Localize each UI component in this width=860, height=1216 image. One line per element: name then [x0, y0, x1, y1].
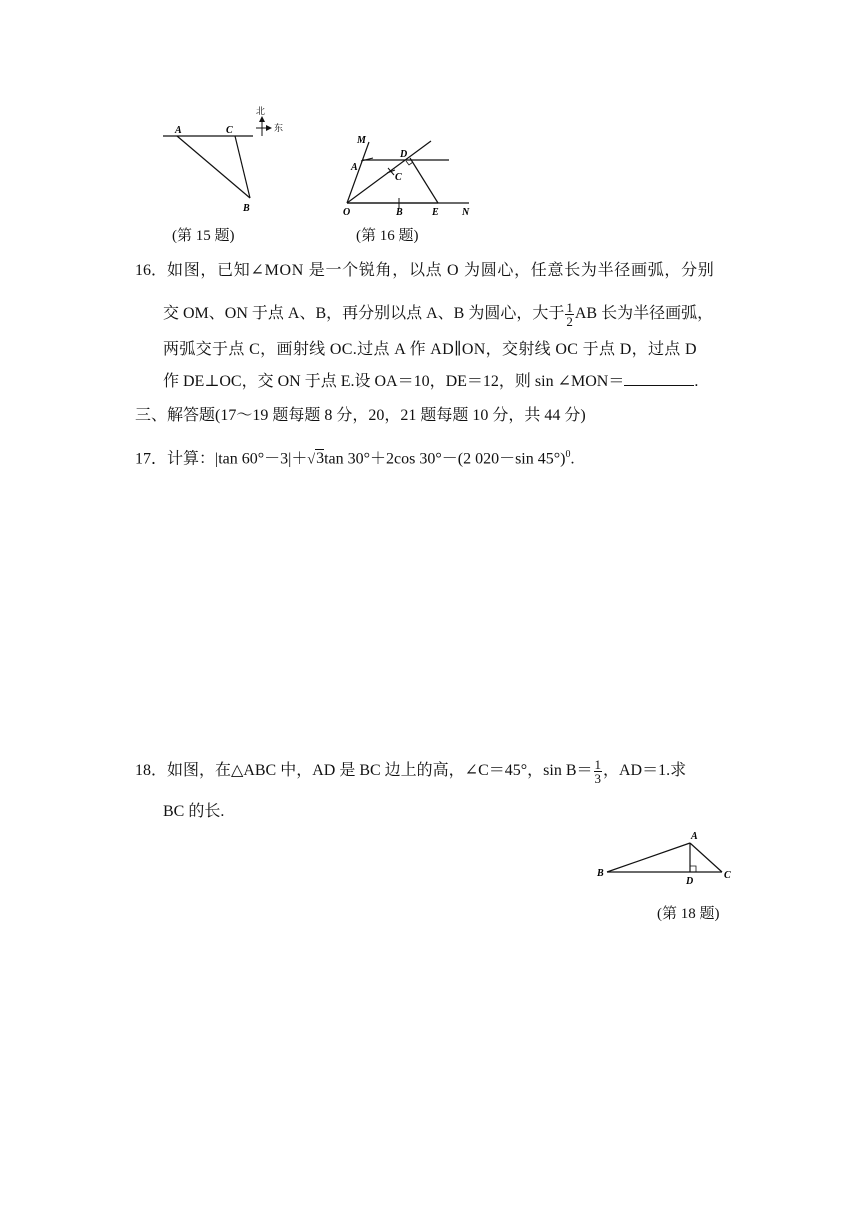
east-arrowhead [266, 125, 272, 131]
fig16-label-m: M [357, 135, 366, 146]
figure-15 [155, 100, 295, 218]
fig15-label-a: A [175, 125, 182, 136]
fig16-label-d: D [400, 149, 408, 160]
fig16-caption: (第 16 题) [356, 228, 419, 244]
q18-fraction [594, 758, 603, 785]
q18-frac-den: 3 [594, 771, 601, 786]
sqrt-symbol: √ [307, 452, 316, 468]
fig16-label-n: N [462, 207, 470, 218]
fig15-line-ab [177, 136, 250, 198]
fig15-label-c: C [226, 125, 233, 136]
fig15-label-east: 东 [274, 124, 284, 134]
fig16-label-c: C [395, 172, 402, 183]
q18-line-1 [135, 758, 686, 785]
q16-answer-blank [624, 371, 694, 386]
q16-frac-num: 1 [566, 300, 573, 315]
sqrt-argument: 3 [316, 450, 325, 468]
q16-fraction [565, 301, 574, 328]
q17-end: . [570, 450, 575, 468]
q16-number: 16． [135, 262, 168, 279]
q17-number: 17． [135, 450, 168, 468]
fig15-label-b: B [243, 203, 250, 214]
fig15-line-cb [235, 136, 250, 198]
fig16-label-b: B [396, 207, 403, 218]
q17 [135, 445, 574, 470]
fig18-label-a: A [691, 831, 698, 842]
q16-line-4b: . [694, 373, 699, 390]
fig18-right-angle [690, 866, 696, 872]
q17-text-b: tan 30°＋2cos 30°－(2 020－sin 45°) [324, 450, 566, 468]
q18-line-1a: 如图，在△ABC 中，AD 是 BC 边上的高，∠C＝45°，sin B＝ [167, 762, 593, 780]
q18-line-1b: ，AD＝1.求 [603, 762, 687, 780]
figure-18 [592, 826, 737, 886]
q16-line-4a: 作 DE⊥OC，交 ON 于点 E.设 OA＝10，DE＝12，则 sin ∠MON＝ [163, 373, 625, 390]
fig18-line-ab [607, 843, 690, 872]
q16-line-3: 两弧交于点 C，画射线 OC.过点 A 作 AD∥ON，交射线 OC 于点 D，过点 D [163, 341, 697, 358]
q16-line-2b: AB 长为半径画弧， [574, 305, 714, 323]
fig15-label-north: 北 [256, 107, 266, 117]
q18-line-2: BC 的长. [163, 803, 225, 820]
fig18-label-c: C [724, 870, 731, 881]
fig18-label-b: B [597, 868, 604, 879]
fig16-label-e: E [432, 207, 439, 218]
fig16-line-de [410, 158, 438, 203]
section-3-heading: 三、解答题(17～19 题每题 8 分，20，21 题每题 10 分，共 44 分) [135, 407, 586, 424]
q18-number: 18． [135, 762, 168, 780]
figure-16 [335, 128, 480, 218]
q18-frac-num: 1 [594, 757, 601, 772]
q16-line-4 [163, 371, 698, 392]
fig18-line-ac [690, 843, 722, 872]
q16-line-1: 如图，已知∠MON 是一个锐角，以点 O 为圆心，任意长为半径画弧，分别 [167, 262, 715, 279]
fig18-label-d: D [686, 876, 694, 886]
fig15-caption: (第 15 题) [172, 228, 235, 244]
q16-line-2a: 交 OM、ON 于点 A、B，再分别以点 A、B 为圆心，大于 [163, 305, 565, 323]
q17-exponent: 0 [565, 449, 571, 460]
fig16-label-a: A [351, 162, 358, 173]
q17-text-a: 计算：|tan 60°－3|＋ [167, 450, 308, 468]
fig18-caption: (第 18 题) [657, 906, 720, 922]
q16-frac-den: 2 [566, 314, 573, 329]
fig16-label-o: O [343, 207, 351, 218]
q16-line-2 [163, 301, 713, 328]
